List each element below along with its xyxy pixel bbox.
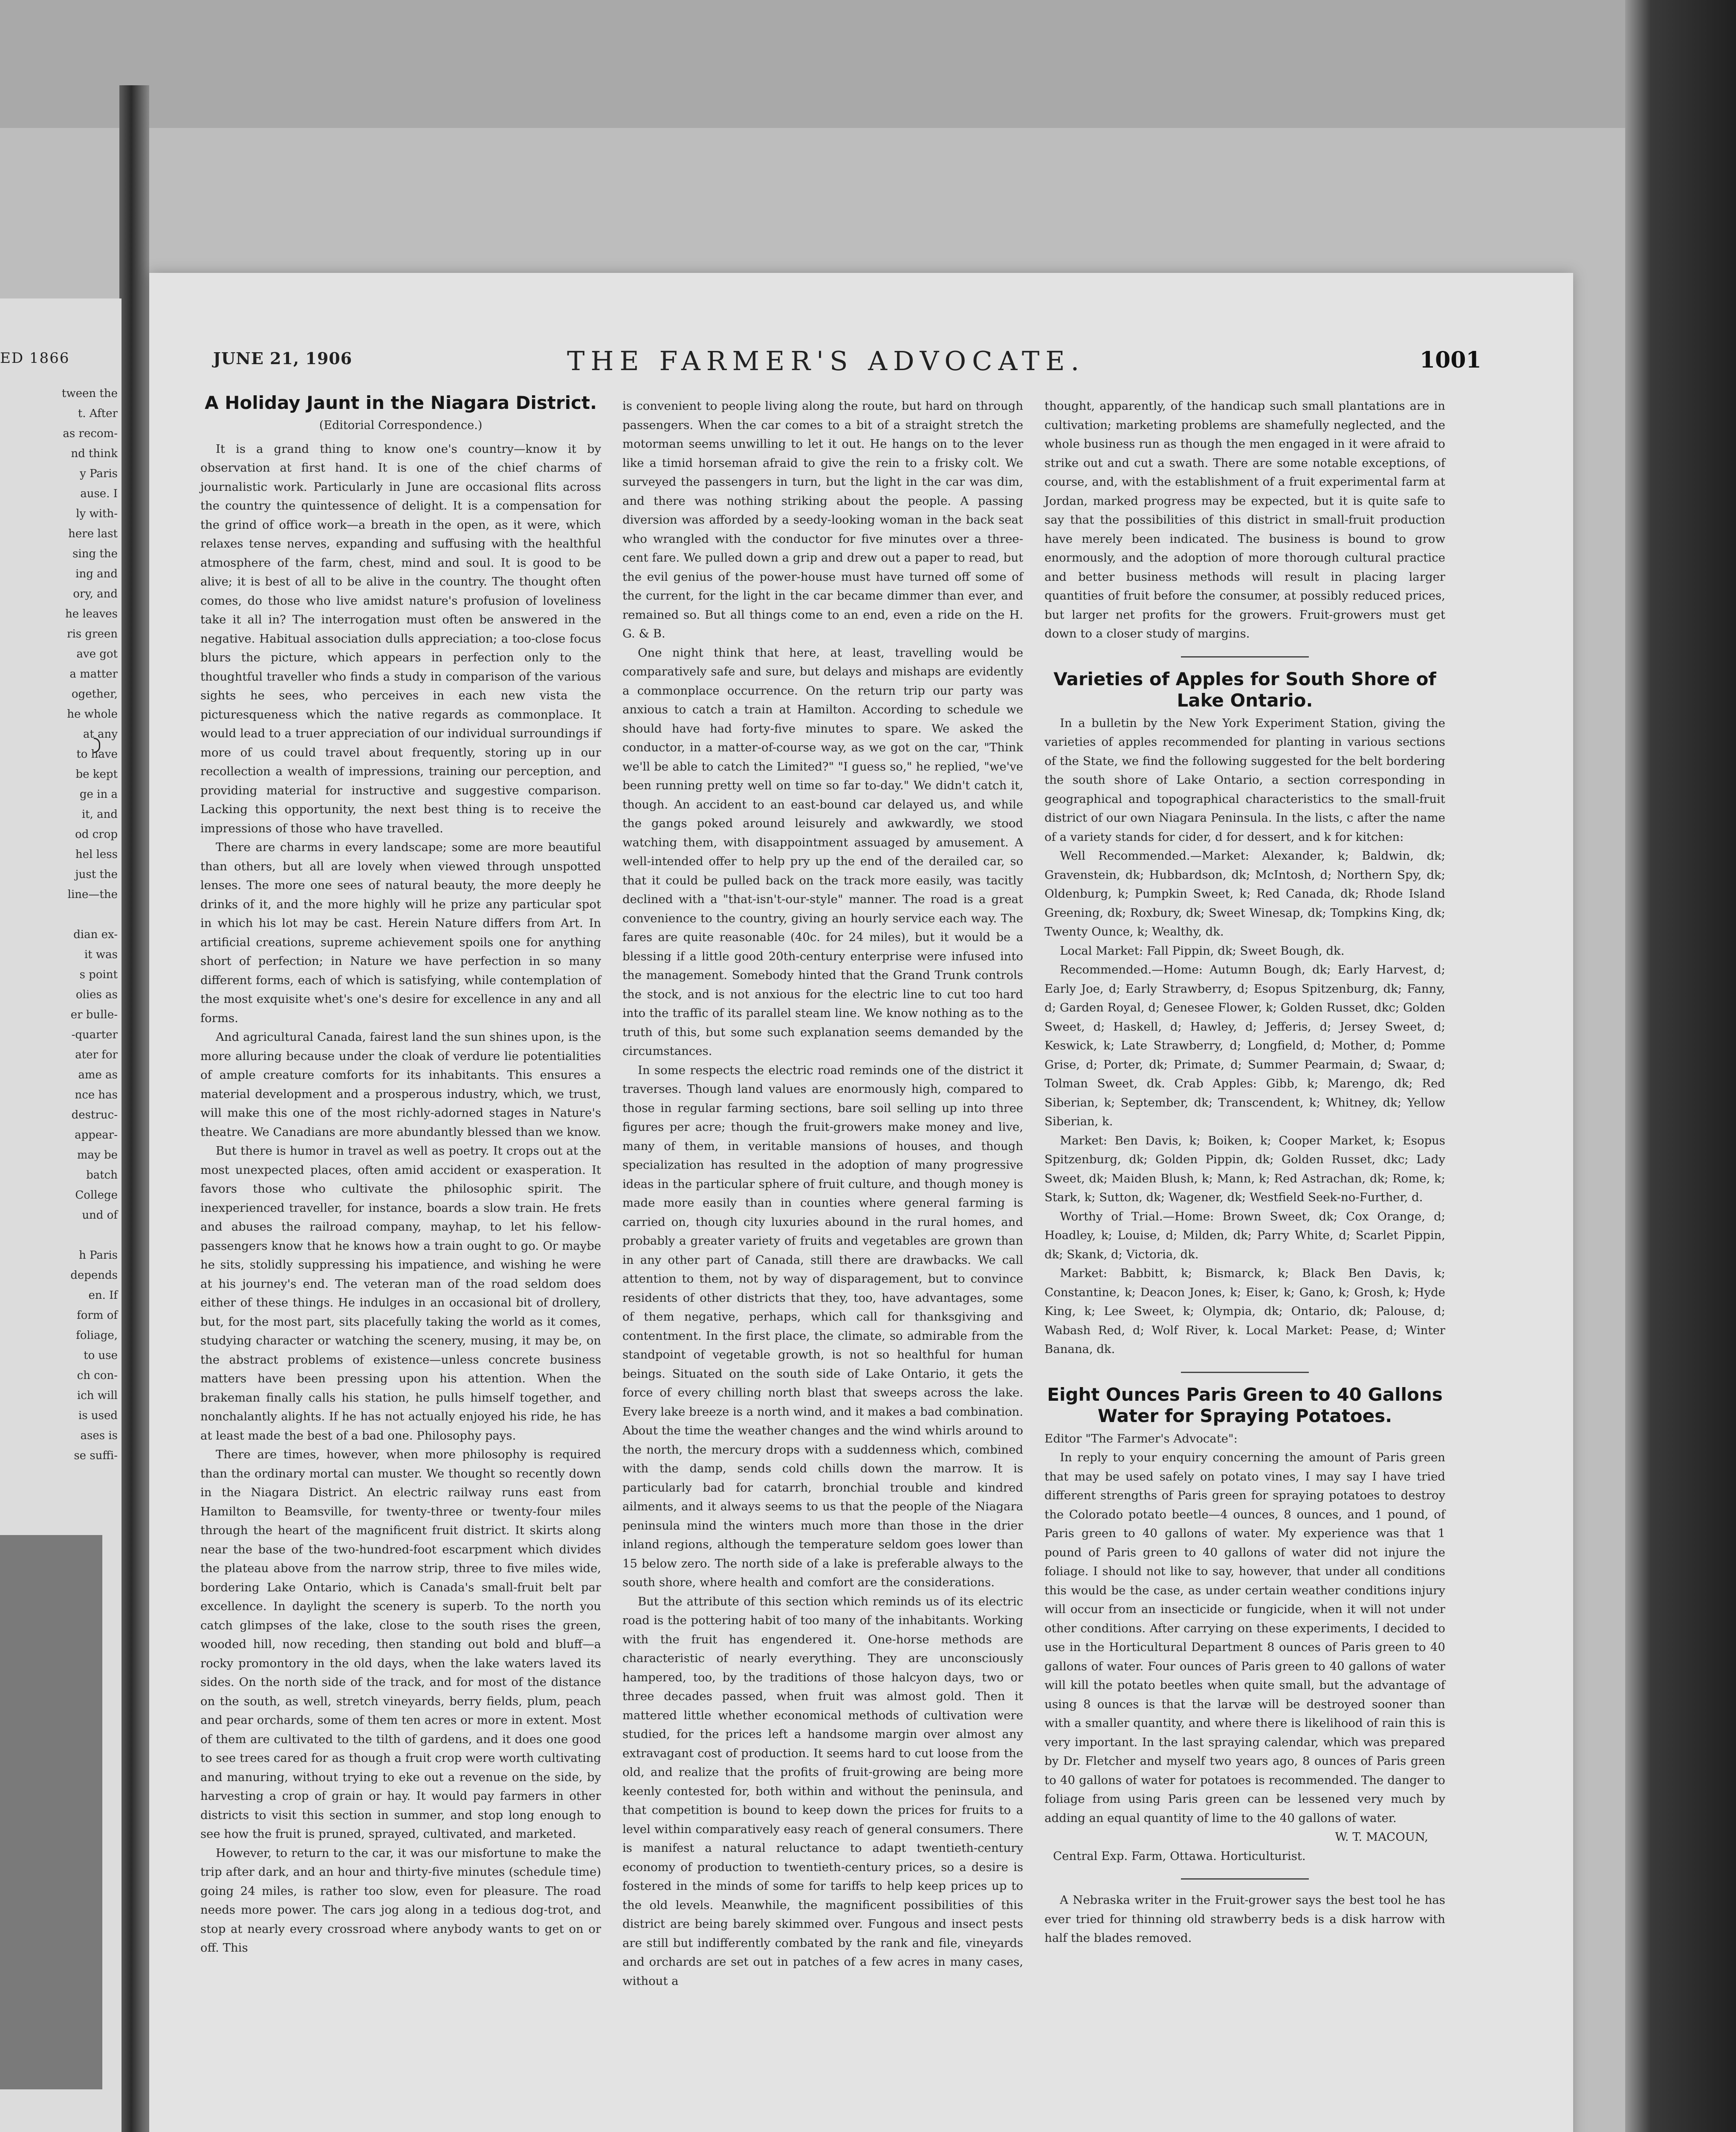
- facing-page-line: nce has: [75, 1089, 118, 1101]
- article-paragraph: Recommended.—Home: Autumn Bough, dk; Early Harvest, d; Early Joe, d; Early Strawberry, d; Esopus Spitzenburg, dk; Fanny, d; Garden Royal, d; Genesee Flower, k; Golden Russet, dkc; Golden Sweet, d; Haskell, d; Hawley, d; Jefferis, d; Jersey Sweet, d; Keswick, k; Late Strawberry, d; Longfield, d; Mother, d; Pomme Grise, d; Porter, dk; Primate, d; Summer Pearmain, d; Swaar, d; Tolman Sweet, dk. Crab Apples: Gibb, k; Marengo, dk; Red Siberian, k; September, dk; Transcendent, k; Whitney, dk; Yellow Siberian, k.: [1044, 963, 1445, 1128]
- facing-page-line: as recom-: [63, 427, 118, 440]
- article-paragraph: thought, apparently, of the handicap such small plantations are in cultivation; marketing problems are shamefully neglected, and the whole business run as though the men engaged in it were afraid to strike out and cut a swath. There are some notable exceptions, of course, and, with the establishment of a fruit experimental farm at Jordan, marked progress may be expected, but it is quite safe to say that the possibilities of this district in small-fruit production have merely been indicated. The business is bound to grow enormously, and the adoption of more thorough cultural practice and better business methods will result in placing larger quantities of fruit before the consumer, at possibly reduced prices, but larger net profits for the growers. Fruit-growers must get down to a closer study of margins.: [1044, 399, 1445, 640]
- facing-page-line: od crop: [75, 828, 118, 841]
- facing-page-line: [3, 905, 118, 925]
- article-headline: A Holiday Jaunt in the Niagara District.: [205, 392, 597, 413]
- facing-page-line: sing the: [72, 547, 118, 560]
- article-paragraph: And agricultural Canada, fairest land the sun shines upon, is the more alluring because under the cloak of verdure lie potentialities of ample creature comforts for its inhabitants. This ensures a material development and a prosperous industry, which, we trust, will make this one of the most richly-adorned stages in Nature's theatre. We Canadians are more abundantly blessed than we know.: [200, 1030, 601, 1139]
- column-3: [1044, 397, 1445, 1948]
- facing-page-text: [3, 384, 118, 1466]
- article-paragraph: But there is humor in travel as well as poetry. It crops out at the most unexpected places, often amid accident or exasperation. It favors those who cultivate the philosophic spirit. The inexperienced traveller, for instance, boards a slow train. He frets and abuses the railroad company, mayhap, to let his fellow-passengers know that he knows how a train ought to go. Or maybe he sits, stolidly suppressing his impatience, and wishing he were at his journey's end. The veteran man of the road seldom does either of these things. He indulges in an occasional bit of drollery, but, for the most part, sits placefully taking the world as it comes, studying character or watching the scenery, musing, it may be, on the abstract problems of existence—unless concrete business matters have been pressing upon his attention. When the brakeman finally calls his station, he pulls himself together, and nonchalantly alights. If he has not actually enjoyed his ride, he has at least made the best of a bad one. Philosophy pays.: [200, 1144, 601, 1443]
- facing-page-line: batch: [86, 1169, 118, 1182]
- facing-page-line: ogether,: [71, 688, 118, 701]
- facing-page-line: destruc-: [71, 1109, 118, 1121]
- facing-page-line: y Paris: [80, 467, 118, 480]
- news-note: A Nebraska writer in the Fruit-grower says the best tool he has ever tried for thinning old strawberry beds is a disk harrow with half the blades removed.: [1044, 1893, 1445, 1945]
- facing-page-line: h Paris: [79, 1249, 118, 1262]
- facing-page-line: -quarter: [71, 1028, 118, 1041]
- facing-page-line: just the: [75, 868, 118, 881]
- article-paragraph: Market: Babbitt, k; Bismarck, k; Black Ben Davis, k; Constantine, k; Deacon Jones, k; Eiser, k; Gano, k; Grosh, k; Hyde King, k; Lee Sweet, k; Olympia, dk; Ontario, dk; Palouse, d; Wabash Red, d; Wolf River, k. Local Market: Pease, d; Winter Banana, dk.: [1044, 1266, 1445, 1356]
- article-paragraph: Worthy of Trial.—Home: Brown Sweet, dk; Cox Orange, d; Hoadley, k; Louise, d; Milden, dk; Parry White, d; Scarlet Pippin, dk; Skank, d; Victoria, dk.: [1044, 1209, 1445, 1261]
- facing-page-line: he leaves: [65, 608, 118, 620]
- facing-page-fragment: [0, 298, 122, 2132]
- issue-date: JUNE 21, 1906: [213, 349, 353, 368]
- facing-page-line: at any: [83, 728, 118, 741]
- column-2: [622, 397, 1023, 1990]
- article-paragraph: is convenient to people living along the route, but hard on through passengers. When the car comes to a bit of a straight stretch the motorman seems unwilling to let it out. He hangs on to the lever like a timid horseman afraid to give the rein to a frisky colt. We surveyed the passengers in turn, but the light in the car was dim, and there was nothing striking about the people. A passing diversion was afforded by a seedy-looking woman in the back seat who wrangled with the conductor for five minutes over a three-cent fare. We pulled down a grip and drew out a paper to read, but the evil genius of the power-house must have turned off some of the current, for the light in the car became dimmer than ever, and remained so. But all things come to an end, even a ride on the H. G. & B.: [622, 399, 1023, 640]
- facing-page-line: t. After: [78, 407, 118, 420]
- facing-page-line: ch con-: [77, 1369, 118, 1382]
- facing-page-line: foliage,: [76, 1329, 118, 1342]
- article-paragraph: There are times, however, when more philosophy is required than the ordinary mortal can muster. We thought so recently down in the Niagara District. An electric railway runs east from Hamilton to Beamsville, for twenty-three or twenty-four miles through the heart of the magnificent fruit district. It skirts along near the base of the two-hundred-foot escarpment which divides the plateau above from the narrow strip, three to five miles wide, bordering Lake Ontario, which is Canada's small-fruit belt par excellence. In daylight the scenery is superb. To the north you catch glimpses of the lake, close to the south rises the green, wooded hill, now receding, then standing out bold and bluff—a rocky promontory in the old days, when the lake waters laved its sides. On the north side of the track, and for most of the distance on the south, as well, stretch vineyards, berry fields, plum, peach and pear orchards, some of them ten acres or more in extent. Most of them are cultivated to the tilth of gardens, and it does one good to see trees cared for as though a fruit crop were worth cultivating and manuring, without trying to eke out a revenue on the side, by harvesting a crop of grain or hay. It would pay farmers in other districts to visit this section in summer, and stop long enough to see how the fruit is pruned, sprayed, cultivated, and marketed.: [200, 1448, 601, 1841]
- article-paragraph: But the attribute of this section which reminds us of its electric road is the pottering habit of too many of the inhabitants. Working with the fruit has engendered it. One-horse methods are characteristic of nearly everything. They are unconsciously hampered, too, by the traditions of those halcyon days, two or three decades passed, when fruit was almost gold. Then it mattered little whether economical methods of cultivation were studied, for the prices left a handsome margin over almost any extravagant cost of production. It seems hard to cut loose from the old, and realize that the profits of fruit-growing are being more keenly contested for, both within and without the peninsula, and that competition is bound to keep down the prices for fruits to a level within comparatively easy reach of general consumers. There is manifest a natural reluctance to adapt twentieth-century economy of production to twentieth-century prices, so a desire is fostered in the minds of some for tariffs to help keep prices up to the old levels. Meanwhile, the magnificent possibilities of this district are being barely skimmed over. Fungous and insect pests are still but indifferently combated by the rank and file, vineyards and orchards are set out in patches of a few acres in many cases, without a: [622, 1594, 1023, 1988]
- facing-page-line: se suffi-: [74, 1449, 118, 1462]
- newspaper-page: [149, 273, 1573, 2132]
- facing-page-line: line—the: [67, 888, 118, 901]
- facing-page-line: en. If: [88, 1289, 118, 1302]
- facing-page-line: ge in a: [79, 788, 118, 801]
- facing-page-line: ing and: [75, 568, 118, 580]
- letter-salutation: Editor "The Farmer's Advocate":: [1044, 1431, 1238, 1445]
- facing-page-line: ause. I: [80, 487, 118, 500]
- article-paragraph: Local Market: Fall Pippin, dk; Sweet Bough, dk.: [1060, 944, 1345, 958]
- facing-page-line: ory, and: [73, 588, 118, 600]
- section-divider: [1181, 1372, 1309, 1373]
- article-paragraph: In reply to your enquiry concerning the amount of Paris green that may be used safely on potato vines, I may say I have tried different strengths of Paris green for spraying potatoes to destroy the Colorado potato beetle—4 ounces, 8 ounces, and 1 pound, of Paris green to 40 gallons of water. My experience was that 1 pound of Paris green to 40 gallons of water did not injure the foliage. I should not like to say, however, that under all conditions this would be the case, as under certain weather conditions injury will occur from an insecticide or fungicide, when it will not under other conditions. After carrying on these experiments, I decided to use in the Horticultural Department 8 ounces of Paris green to 40 gallons of water. Four ounces of Paris green to 40 gallons of water will kill the potato beetles when quite small, but the advantage of using 8 ounces is that the larvæ will be destroyed sooner than with a smaller quantity, and where there is likelihood of rain this is very important. In the last spraying calendar, which was prepared by Dr. Fletcher and myself two years ago, 8 ounces of Paris green to 40 gallons of water for potatoes is recommended. The danger to foliage from using Paris green can be lessened very much by adding an equal quantity of lime to the 40 gallons of water.: [1044, 1451, 1445, 1825]
- facing-page-line: tween the: [61, 387, 118, 400]
- facing-page-line: hel less: [75, 848, 118, 861]
- book-gutter: [119, 85, 149, 2132]
- article-byline: (Editorial Correspondence.): [319, 419, 483, 432]
- facing-page-header: ED 1866: [0, 350, 70, 367]
- facing-page-line: to have: [76, 748, 118, 761]
- facing-page-line: s point: [79, 968, 118, 981]
- facing-page-line: is used: [78, 1409, 118, 1422]
- publication-title: THE FARMER'S ADVOCATE.: [567, 345, 1085, 377]
- facing-page-line: ater for: [75, 1049, 118, 1061]
- article-paragraph: It is a grand thing to know one's country—know it by observation at first hand. It is one of the chief charms of journalistic work. Particularly in June are occasional flits across the country the quintessence of delight. It is a compensation for the grind of office work—a breath in the open, as it were, which relaxes tense nerves, expanding and suffusing with the healthful atmosphere of the farm, chest, mind and soul. It is good to be alive; it is best of all to be alive in the country. The thought often comes, do those who live amidst nature's profusion of loveliness take it all in? The interrogation must often be answered in the negative. Habitual association dulls appreciation; a too-close focus blurs the picture, which appears in perfection only to the thoughtful traveller who finds a study in comparison of the various sights he sees, who perceives in each new vista the picturesqueness which the native regards as commonplace. It would lead to a truer appreciation of our individual surroundings if more of us could travel about frequently, storing up in our recollection a wealth of impressions, training our perception, and providing material for instructive and suggestive comparison. Lacking this opportunity, the next best thing is to receive the impressions of those who have travelled.: [200, 442, 601, 835]
- article-paragraph: Market: Ben Davis, k; Boiken, k; Cooper Market, k; Esopus Spitzenburg, dk; Golden Pippin, dk; Golden Russet, dkc; Lady Sweet, dk; Maiden Blush, k; Mann, k; Red Astrachan, dk; Rome, k; Stark, k; Sutton, dk; Wagener, dk; Westfield Seek-no-Further, d.: [1044, 1133, 1445, 1204]
- scanner-background-top: [0, 0, 1736, 128]
- masthead: [213, 345, 1492, 379]
- facing-page-line: here last: [68, 527, 118, 540]
- article-paragraph: However, to return to the car, it was our misfortune to make the trip after dark, and an hour and thirty-five minutes (schedule time) going 24 miles, is rather too slow, even for pleasure. The road needs more power. The cars jog along in a tedious dog-trot, and stop at nearly every crossroad where anybody wants to get on or off. This: [200, 1846, 601, 1955]
- facing-page-line: olies as: [75, 988, 118, 1001]
- facing-page-line: er bulle-: [70, 1008, 118, 1021]
- section-divider: [1181, 1878, 1309, 1880]
- facing-page-line: be kept: [75, 768, 118, 781]
- page-number: 1001: [1420, 347, 1481, 373]
- article-headline: Varieties of Apples for South Shore of Lake Ontario.: [1053, 668, 1436, 711]
- facing-page-line: it was: [84, 948, 118, 961]
- article-paragraph: In a bulletin by the New York Experiment Station, giving the varieties of apples recommended for planting in various sections of the State, we find the following suggested for the belt bordering the south shore of Lake Ontario, a section corresponding in geographical and topographical characteristics to the small-fruit district of our own Niagara Peninsula. In the lists, c after the name of a variety stands for cider, d for dessert, and k for kitchen:: [1044, 716, 1445, 844]
- facing-page-line: may be: [77, 1149, 118, 1162]
- column-1: [200, 392, 601, 1958]
- facing-page-photo: [0, 1535, 102, 2089]
- facing-page-line: a matter: [69, 668, 118, 681]
- facing-page-line: ris green: [67, 628, 118, 640]
- article-paragraph: In some respects the electric road reminds one of the district it traverses. Though land values are enormously high, compared to those in regular farming sections, bare soil selling up into three figures per acre; though the fruit-growers make money and live, many of them, in veritable mansions of houses, and though specialization has resulted in the adoption of many progressive ideas in the particular sphere of fruit culture, and though money is made more easily than in counties where general farming is carried on, though city luxuries abound in the rural homes, and probably a greater variety of fruits and vegetables are grown than in any other part of Canada, still there are drawbacks. We call attention to them, not by way of disparagement, but to convince residents of other districts that they, too, have advantages, some of them negative, perhaps, which call for thanksgiving and contentment. In the first place, the climate, so admirable from the standpoint of vegetable growth, is not so healthful for human beings. Situated on the south side of Lake Ontario, it gets the force of every chilling north blast that sweeps across the lake. Every lake breeze is a north wind, and it makes a bad combination. About the time the weather changes and the wind whirls around to the north, the mercury drops with a suddenness which, combined with the damp, sends cold chills down the marrow. It is particularly bad for catarrh, bronchial trouble and kindred ailments, and it always seems to us that the people of the Niagara peninsula mind the winters much more than those in the drier inland regions, although the temperature seldom goes lower than 15 below zero. The north side of a lake is preferable always to the south shore, where health and comfort are the considerations.: [622, 1063, 1023, 1589]
- facing-page-line: he whole: [67, 708, 118, 721]
- facing-page-line: to use: [84, 1349, 118, 1362]
- article-headline: Eight Ounces Paris Green to 40 Gallons Water for Spraying Potatoes.: [1047, 1384, 1443, 1426]
- scanner-background-right: [1625, 0, 1736, 2132]
- facing-page-line: ame as: [78, 1069, 118, 1081]
- facing-page-line: it, and: [81, 808, 118, 821]
- article-paragraph: One night think that here, at least, travelling would be comparatively safe and sure, but delays and mishaps are evidently a commonplace occurrence. On the return trip our party was anxious to catch a train at Hamilton. According to schedule we should have had forty-five minutes to spare. We asked the conductor, in a matter-of-course way, as we got on the car, "Think we'll be able to catch the Limited?" "I guess so," he replied, "we've been running pretty well on time so far to-day." We didn't catch it, though. An accident to an east-bound car delayed us, and while the gangs poked around leisurely and awkwardly, we stood watching them, with disappointment assuaged by amusement. A well-intended offer to help pry up the end of the derailed car, so that it could be pulled back on the track more easily, was tacitly declined with a "that-isn't-our-style" manner. The road is a great convenience to the country, giving an hourly service each way. The fares are quite reasonable (40c. for 24 miles), but it would be a blessing if a little good 20th-century enterprise were infused into the management. Somebody hinted that the Grand Trunk controls the stock, and is not anxious for the electric line to cut too hard into the traffic of its parallel steam line. We know nothing as to the truth of this, but some such explanation seems demanded by the circumstances.: [622, 646, 1023, 1058]
- facing-page-line: [3, 1225, 118, 1246]
- letter-signature: W. T. MACOUN,: [1335, 1830, 1428, 1844]
- letter-signature-affiliation: Central Exp. Farm, Ottawa. Horticulturist.: [1053, 1849, 1306, 1863]
- facing-page-line: appear-: [75, 1129, 118, 1141]
- facing-page-line: depends: [70, 1269, 118, 1282]
- facing-page-line: ich will: [77, 1389, 118, 1402]
- section-divider: [1181, 656, 1309, 658]
- facing-page-line: und of: [82, 1209, 118, 1222]
- facing-page-line: dian ex-: [73, 928, 118, 941]
- facing-page-line: ave got: [76, 648, 118, 660]
- article-paragraph: Well Recommended.—Market: Alexander, k; Baldwin, dk; Gravenstein, dk; Hubbardson, dk; McIntosh, d; Northern Spy, dk; Oldenburg, k; Pumpkin Sweet, k; Red Canada, dk; Rhode Island Greening, dk; Roxbury, dk; Sweet Winesap, dk; Tompkins King, dk; Twenty Ounce, k; Wealthy, dk.: [1044, 849, 1445, 939]
- facing-page-line: form of: [77, 1309, 118, 1322]
- facing-page-line: nd think: [71, 447, 118, 460]
- article-paragraph: There are charms in every landscape; some are more beautiful than others, but all are lovely when viewed through unspotted lenses. The more one sees of natural beauty, the more deeply he drinks of it, and the more highly will he prize any particular spot in which his lot may be cast. Herein Nature differs from Art. In artificial creations, supreme achievement spoils one for anything short of perfection; in Nature we have perfection in so many different forms, each of which is satisfying, while contemplation of the most exquisite whet's one's desire for excellence in any and all forms.: [200, 840, 601, 1025]
- facing-page-line: ases is: [80, 1429, 118, 1442]
- facing-page-line: ly with-: [76, 507, 118, 520]
- facing-page-line: College: [75, 1189, 118, 1202]
